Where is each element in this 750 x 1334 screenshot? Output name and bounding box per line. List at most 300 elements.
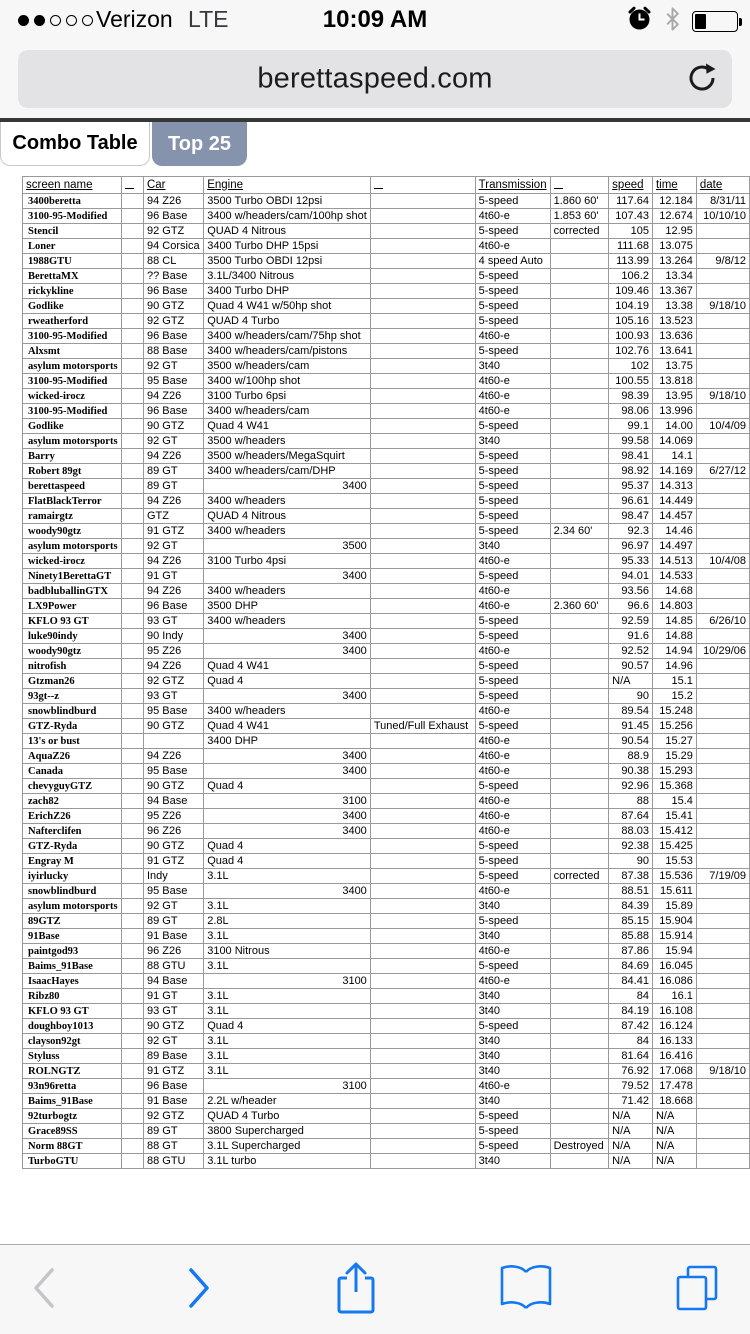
screen-name-cell: rweatherford xyxy=(23,314,122,329)
column-header-car[interactable] xyxy=(143,177,203,194)
table-row xyxy=(23,674,750,689)
cell xyxy=(370,944,475,959)
cell xyxy=(696,704,749,719)
cell xyxy=(696,539,749,554)
cell: 14.313 xyxy=(652,479,696,494)
cell: 3400 xyxy=(204,809,371,824)
table-row xyxy=(23,1079,750,1094)
cell xyxy=(370,389,475,404)
cell xyxy=(121,704,143,719)
cell xyxy=(370,824,475,839)
cell: 15.4 xyxy=(652,794,696,809)
status-icons xyxy=(626,5,738,37)
cell: 3100 xyxy=(204,974,371,989)
cell xyxy=(696,494,749,509)
cell xyxy=(550,854,609,869)
cell: 94 Z26 xyxy=(143,584,203,599)
cell xyxy=(121,689,143,704)
cell xyxy=(121,959,143,974)
cell xyxy=(121,1064,143,1079)
cell: 94 Z26 xyxy=(143,749,203,764)
screen-name-cell: Ribz80 xyxy=(23,989,122,1004)
cell: 3400 w/100hp shot xyxy=(204,374,371,389)
cell: 4t60-e xyxy=(475,944,550,959)
cell xyxy=(696,509,749,524)
cell: 3t40 xyxy=(475,899,550,914)
bookmarks-button[interactable] xyxy=(498,1263,554,1316)
cell xyxy=(121,494,143,509)
cell: 18.668 xyxy=(652,1094,696,1109)
cell: corrected xyxy=(550,869,609,884)
cell: 95 Base xyxy=(143,884,203,899)
cell: 3100 Nitrous xyxy=(204,944,371,959)
tabs-button[interactable] xyxy=(672,1263,722,1316)
screen-name-cell: Loner xyxy=(23,239,122,254)
cell xyxy=(370,869,475,884)
table-row xyxy=(23,554,750,569)
cell: 15.89 xyxy=(652,899,696,914)
table-row xyxy=(23,989,750,1004)
bookmarks-icon xyxy=(498,1263,554,1316)
cell: Quad 4 xyxy=(204,839,371,854)
cell: 91.45 xyxy=(609,719,653,734)
cell xyxy=(121,374,143,389)
cell: Quad 4 W41 xyxy=(204,719,371,734)
table-row xyxy=(23,449,750,464)
cell xyxy=(370,854,475,869)
cell: N/A xyxy=(609,1139,653,1154)
table-row xyxy=(23,509,750,524)
cell: 88 xyxy=(609,794,653,809)
cell xyxy=(121,824,143,839)
cell: 93 GT xyxy=(143,689,203,704)
cell: 91 GTZ xyxy=(143,1064,203,1079)
cell: 5-speed xyxy=(475,839,550,854)
cell: 5-speed xyxy=(475,194,550,209)
cell: 6/27/12 xyxy=(696,464,749,479)
cell: 16.086 xyxy=(652,974,696,989)
share-icon xyxy=(333,1258,379,1321)
cell: 3.1L xyxy=(204,929,371,944)
cell xyxy=(696,959,749,974)
screen-name-cell: Godlike xyxy=(23,299,122,314)
cell: 14.46 xyxy=(652,524,696,539)
cell: 90 xyxy=(609,854,653,869)
screen-name-cell: 92turbogtz xyxy=(23,1109,122,1124)
cell: 4 speed Auto xyxy=(475,254,550,269)
table-row xyxy=(23,764,750,779)
cell: 14.533 xyxy=(652,569,696,584)
header-underline-mark xyxy=(125,177,134,189)
cell: 5-speed xyxy=(475,494,550,509)
column-header-label: screen name xyxy=(26,178,93,191)
column-header-time[interactable] xyxy=(652,177,696,194)
cell: 7/19/09 xyxy=(696,869,749,884)
cell xyxy=(550,764,609,779)
cell xyxy=(550,404,609,419)
cell: 3t40 xyxy=(475,539,550,554)
cell xyxy=(696,764,749,779)
url-text: berettaspeed.com xyxy=(257,62,493,95)
cell xyxy=(370,329,475,344)
cell xyxy=(370,749,475,764)
cell: 98.47 xyxy=(609,509,653,524)
cell xyxy=(121,389,143,404)
cell xyxy=(121,779,143,794)
cell xyxy=(696,824,749,839)
cell: Quad 4 xyxy=(204,779,371,794)
cell: 91 GT xyxy=(143,569,203,584)
cell xyxy=(370,899,475,914)
cell: 95 Z26 xyxy=(143,809,203,824)
table-row xyxy=(23,884,750,899)
cell: 96.61 xyxy=(609,494,653,509)
cell: 3400 xyxy=(204,629,371,644)
cell: 94 Corsica xyxy=(143,239,203,254)
cell xyxy=(550,344,609,359)
cell: 117.64 xyxy=(609,194,653,209)
cell: 14.68 xyxy=(652,584,696,599)
column-header-label: time xyxy=(655,178,678,191)
url-field[interactable] xyxy=(18,50,732,108)
share-button[interactable] xyxy=(333,1258,379,1321)
cell xyxy=(121,1079,143,1094)
cell xyxy=(550,809,609,824)
back-button[interactable] xyxy=(28,1264,62,1315)
cell: 2.360 60' xyxy=(550,599,609,614)
cell xyxy=(550,1034,609,1049)
cell: 13.38 xyxy=(652,299,696,314)
table-row xyxy=(23,929,750,944)
cell xyxy=(370,914,475,929)
screen-name-cell: doughboy1013 xyxy=(23,1019,122,1034)
screen-name-cell: Stencil xyxy=(23,224,122,239)
table-row xyxy=(23,389,750,404)
cell: 96 Base xyxy=(143,404,203,419)
cell: 84.69 xyxy=(609,959,653,974)
cell xyxy=(696,719,749,734)
cell xyxy=(550,1079,609,1094)
screen-name-cell: Gtzman26 xyxy=(23,674,122,689)
screen-name-cell: snowblindburd xyxy=(23,704,122,719)
cell xyxy=(370,239,475,254)
column-header-engine[interactable] xyxy=(204,177,371,194)
cell xyxy=(121,569,143,584)
cell: 4t60-e xyxy=(475,1079,550,1094)
column-header-date[interactable] xyxy=(696,177,749,194)
cell: 5-speed xyxy=(475,299,550,314)
cell: 3400 xyxy=(204,569,371,584)
screen-name-cell: 93gt--z xyxy=(23,689,122,704)
cell: 4t60-e xyxy=(475,704,550,719)
cell: 5-speed xyxy=(475,284,550,299)
cell xyxy=(121,989,143,1004)
cell: 9/18/10 xyxy=(696,1064,749,1079)
table-row xyxy=(23,269,750,284)
cell xyxy=(370,689,475,704)
cell: 92 GTZ xyxy=(143,674,203,689)
cell: 15.914 xyxy=(652,929,696,944)
screen-name-cell: Baims_91Base xyxy=(23,959,122,974)
cell: 5-speed xyxy=(475,344,550,359)
cell: 3400 w/headers/cam/pistons xyxy=(204,344,371,359)
cell: 15.29 xyxy=(652,749,696,764)
cell xyxy=(550,1019,609,1034)
cell xyxy=(550,719,609,734)
cell: 2.8L xyxy=(204,914,371,929)
cell: 89 GT xyxy=(143,1124,203,1139)
header-underline-mark xyxy=(374,177,383,189)
cell xyxy=(121,659,143,674)
cell: 3t40 xyxy=(475,1034,550,1049)
cell xyxy=(370,314,475,329)
cell xyxy=(550,674,609,689)
cell xyxy=(550,779,609,794)
cell xyxy=(370,1004,475,1019)
cell xyxy=(121,674,143,689)
cell xyxy=(696,329,749,344)
reload-icon xyxy=(684,60,720,99)
cell: 96 Z26 xyxy=(143,824,203,839)
cell: GTZ xyxy=(143,509,203,524)
cell: 3.1L xyxy=(204,869,371,884)
cell: N/A xyxy=(652,1154,696,1169)
column-header-label: Car xyxy=(146,178,166,191)
tab-combo-table[interactable]: Combo Table xyxy=(0,122,150,166)
screen-name-cell: Engray M xyxy=(23,854,122,869)
table-row xyxy=(23,1049,750,1064)
cell xyxy=(370,1034,475,1049)
cell: Quad 4 xyxy=(204,674,371,689)
cell: 91 Base xyxy=(143,1094,203,1109)
cell: 84 xyxy=(609,989,653,1004)
cell: N/A xyxy=(652,1109,696,1124)
cell: 5-speed xyxy=(475,314,550,329)
cell xyxy=(370,884,475,899)
cell: 93 GT xyxy=(143,614,203,629)
cell xyxy=(121,209,143,224)
cell: 15.53 xyxy=(652,854,696,869)
forward-button[interactable] xyxy=(181,1264,215,1315)
back-icon xyxy=(28,1264,62,1315)
bluetooth-icon xyxy=(664,7,681,36)
cell: 5-speed xyxy=(475,629,550,644)
cell xyxy=(550,629,609,644)
cell: 92 GT xyxy=(143,434,203,449)
cell xyxy=(370,1139,475,1154)
cell xyxy=(550,1064,609,1079)
cell: 95.37 xyxy=(609,479,653,494)
tab-top-25[interactable]: Top 25 xyxy=(152,122,247,166)
cell xyxy=(121,1154,143,1169)
cell: 5-speed xyxy=(475,689,550,704)
cell: 88.03 xyxy=(609,824,653,839)
cell: 10/4/08 xyxy=(696,554,749,569)
column-header-screen-name[interactable] xyxy=(23,177,122,194)
table-row xyxy=(23,569,750,584)
cell: 3t40 xyxy=(475,1094,550,1109)
cell: 96 Base xyxy=(143,1079,203,1094)
column-header-empty xyxy=(370,177,475,194)
cell: 91 GTZ xyxy=(143,524,203,539)
cell: 14.169 xyxy=(652,464,696,479)
cell xyxy=(550,1049,609,1064)
cell: N/A xyxy=(609,674,653,689)
screen-name-cell: Canada xyxy=(23,764,122,779)
cell: 94 Z26 xyxy=(143,494,203,509)
cell xyxy=(696,914,749,929)
cell xyxy=(121,524,143,539)
table-row xyxy=(23,1004,750,1019)
cell xyxy=(696,734,749,749)
cell: 5-speed xyxy=(475,1139,550,1154)
cell xyxy=(696,929,749,944)
cell xyxy=(121,479,143,494)
screen-name-cell: Ninety1BerettaGT xyxy=(23,569,122,584)
cell xyxy=(121,929,143,944)
cell xyxy=(550,374,609,389)
screen-name-cell: ROLNGTZ xyxy=(23,1064,122,1079)
cell xyxy=(370,674,475,689)
cell: 13.523 xyxy=(652,314,696,329)
cell: 15.256 xyxy=(652,719,696,734)
cell: 3100 Turbo 6psi xyxy=(204,389,371,404)
cell: 15.368 xyxy=(652,779,696,794)
cell xyxy=(121,644,143,659)
cell: 92 GT xyxy=(143,1034,203,1049)
cell: 4t60-e xyxy=(475,209,550,224)
cell: 5-speed xyxy=(475,779,550,794)
screen-name-cell: rickykline xyxy=(23,284,122,299)
column-header-label: date xyxy=(699,178,723,191)
cell: 5-speed xyxy=(475,869,550,884)
cell xyxy=(370,344,475,359)
cell xyxy=(696,239,749,254)
cell: 5-speed xyxy=(475,959,550,974)
cell xyxy=(370,1124,475,1139)
cell: 5-speed xyxy=(475,269,550,284)
table-row xyxy=(23,329,750,344)
cell: 94 Base xyxy=(143,794,203,809)
cell: 79.52 xyxy=(609,1079,653,1094)
cell: 96.97 xyxy=(609,539,653,554)
browser-chrome-top xyxy=(0,0,750,118)
cell xyxy=(696,779,749,794)
screen-name-cell: Robert 89gt xyxy=(23,464,122,479)
cell: 3500 w/headers/MegaSquirt xyxy=(204,449,371,464)
cell: 96.6 xyxy=(609,599,653,614)
cell: 13.636 xyxy=(652,329,696,344)
cell: 15.27 xyxy=(652,734,696,749)
cell xyxy=(696,599,749,614)
cell: 87.86 xyxy=(609,944,653,959)
screen-name-cell: FlatBlackTerror xyxy=(23,494,122,509)
cell xyxy=(550,614,609,629)
table-row xyxy=(23,314,750,329)
cell: 4t60-e xyxy=(475,389,550,404)
cell xyxy=(121,944,143,959)
cell: 3t40 xyxy=(475,1049,550,1064)
cell xyxy=(696,899,749,914)
cell: 15.2 xyxy=(652,689,696,704)
screen-name-cell: berettaspeed xyxy=(23,479,122,494)
battery-fill xyxy=(695,14,706,29)
cell: 91 GTZ xyxy=(143,854,203,869)
cell: 88 GTU xyxy=(143,959,203,974)
cell: 94 Z26 xyxy=(143,659,203,674)
cell: 15.611 xyxy=(652,884,696,899)
cell xyxy=(121,464,143,479)
cell xyxy=(696,569,749,584)
cell xyxy=(370,974,475,989)
cell xyxy=(370,194,475,209)
cell: 16.045 xyxy=(652,959,696,974)
column-header-transmission[interactable] xyxy=(475,177,550,194)
cell xyxy=(121,254,143,269)
cell: 96 Base xyxy=(143,284,203,299)
cell: 3.1L xyxy=(204,1004,371,1019)
cell: 9/8/12 xyxy=(696,254,749,269)
carrier-label: Verizon xyxy=(96,6,173,32)
column-header-speed[interactable] xyxy=(609,177,653,194)
cell xyxy=(121,359,143,374)
cell: 3100 Turbo 4psi xyxy=(204,554,371,569)
cell: 89 Base xyxy=(143,1049,203,1064)
cell xyxy=(121,1094,143,1109)
cell xyxy=(550,449,609,464)
cell: 5-speed xyxy=(475,464,550,479)
table-row xyxy=(23,254,750,269)
cell xyxy=(696,749,749,764)
cell xyxy=(550,704,609,719)
cell xyxy=(696,1094,749,1109)
cell xyxy=(550,584,609,599)
cell xyxy=(370,734,475,749)
table-row xyxy=(23,854,750,869)
cell: 91 Base xyxy=(143,929,203,944)
cell: 14.803 xyxy=(652,599,696,614)
table-row xyxy=(23,194,750,209)
cell xyxy=(370,404,475,419)
cell xyxy=(370,599,475,614)
cell xyxy=(696,1034,749,1049)
cell xyxy=(370,434,475,449)
cell xyxy=(550,914,609,929)
cell xyxy=(121,1004,143,1019)
cell: 16.1 xyxy=(652,989,696,1004)
reload-button[interactable] xyxy=(682,59,722,99)
table-row xyxy=(23,869,750,884)
table-row xyxy=(23,584,750,599)
cell: 81.64 xyxy=(609,1049,653,1064)
cell: QUAD 4 Nitrous xyxy=(204,509,371,524)
cell: 3t40 xyxy=(475,929,550,944)
table-row xyxy=(23,809,750,824)
cell xyxy=(121,224,143,239)
table-row xyxy=(23,539,750,554)
cell: 3.1L xyxy=(204,1049,371,1064)
screen-name-cell: Grace89SS xyxy=(23,1124,122,1139)
cell: 5-speed xyxy=(475,569,550,584)
cell: 3500 xyxy=(204,539,371,554)
cell: 90 GTZ xyxy=(143,779,203,794)
cell: 4t60-e xyxy=(475,824,550,839)
cell: 90 xyxy=(609,689,653,704)
cell xyxy=(550,329,609,344)
cell: 12.184 xyxy=(652,194,696,209)
cell: 4t60-e xyxy=(475,644,550,659)
table-row xyxy=(23,1109,750,1124)
